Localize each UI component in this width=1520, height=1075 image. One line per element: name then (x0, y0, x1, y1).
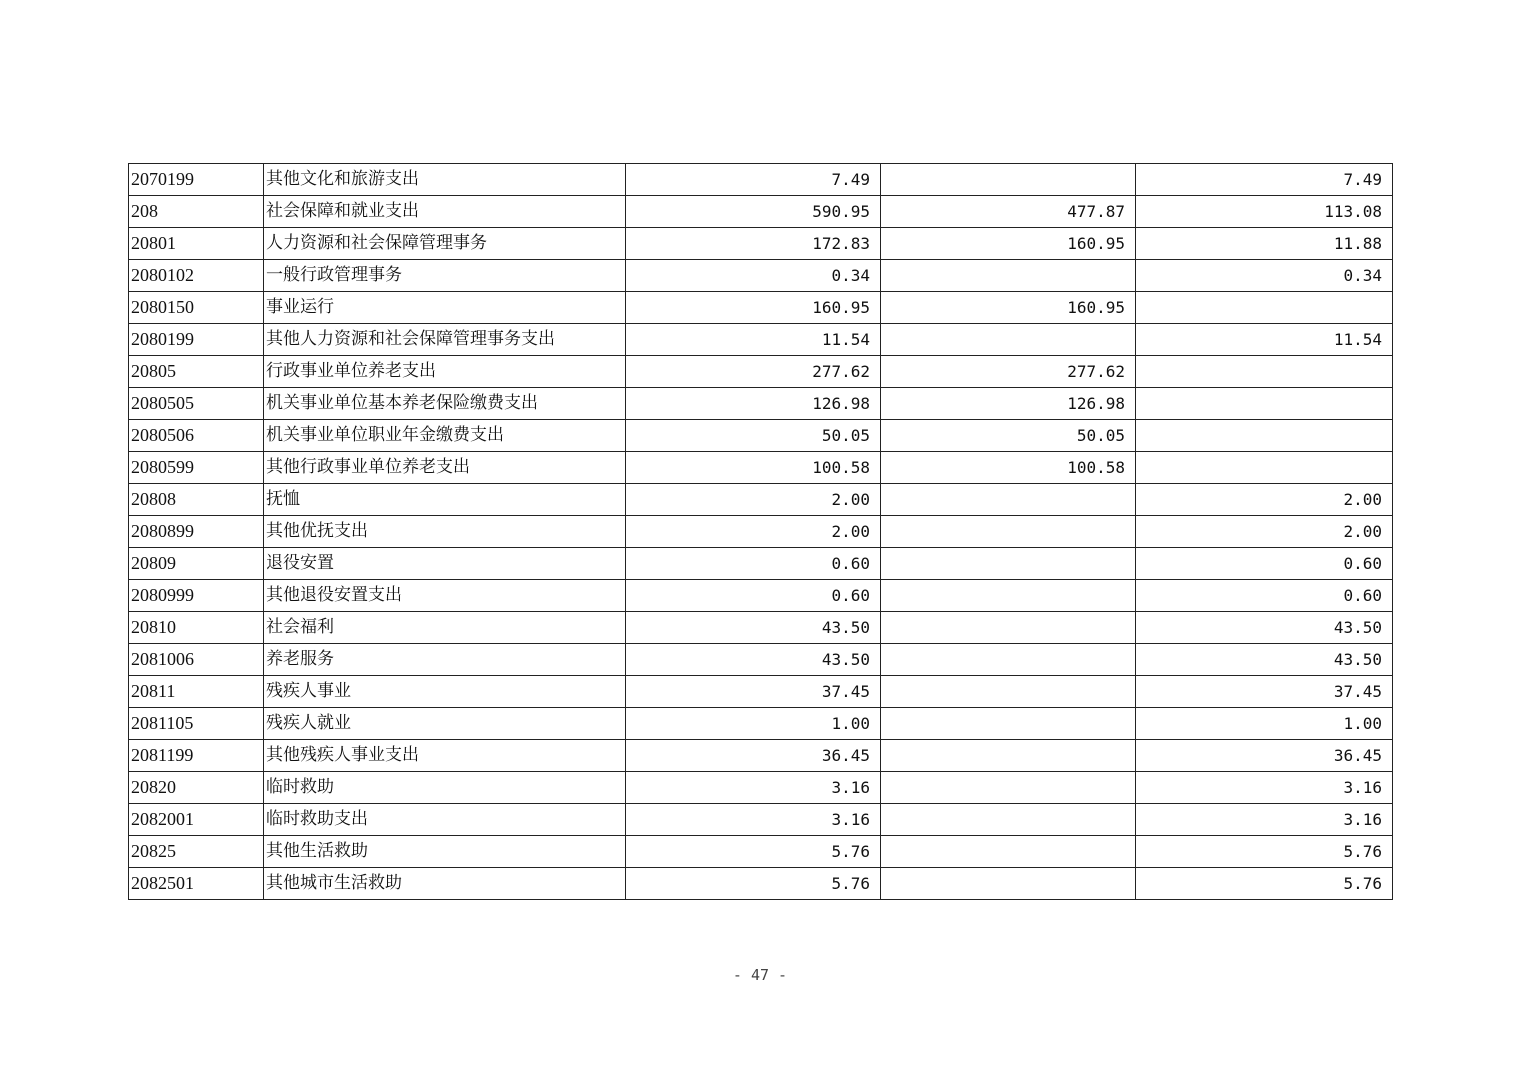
total-amount-cell: 277.62 (626, 356, 881, 388)
subject-code-cell: 2080999 (129, 580, 264, 612)
basic-expenditure-cell (881, 548, 1136, 580)
project-expenditure-cell: 3.16 (1136, 772, 1393, 804)
table-row (129, 260, 1393, 292)
basic-expenditure-cell: 160.95 (881, 228, 1136, 260)
subject-code-cell: 2080506 (129, 420, 264, 452)
subject-name-cell: 养老服务 (264, 644, 626, 676)
basic-expenditure-cell (881, 580, 1136, 612)
table-row (129, 740, 1393, 772)
subject-code-cell: 208 (129, 196, 264, 228)
total-amount-cell: 160.95 (626, 292, 881, 324)
project-expenditure-cell: 1.00 (1136, 708, 1393, 740)
total-amount-cell: 100.58 (626, 452, 881, 484)
subject-name-cell: 其他残疾人事业支出 (264, 740, 626, 772)
subject-code-cell: 2082501 (129, 868, 264, 900)
table-row (129, 356, 1393, 388)
project-expenditure-cell: 11.54 (1136, 324, 1393, 356)
total-amount-cell: 5.76 (626, 868, 881, 900)
project-expenditure-cell (1136, 452, 1393, 484)
table-row (129, 292, 1393, 324)
table-row (129, 772, 1393, 804)
table-row (129, 228, 1393, 260)
subject-name-cell: 人力资源和社会保障管理事务 (264, 228, 626, 260)
basic-expenditure-cell: 126.98 (881, 388, 1136, 420)
project-expenditure-cell: 11.88 (1136, 228, 1393, 260)
subject-code-cell: 20805 (129, 356, 264, 388)
total-amount-cell: 0.34 (626, 260, 881, 292)
basic-expenditure-cell: 477.87 (881, 196, 1136, 228)
total-amount-cell: 7.49 (626, 164, 881, 196)
basic-expenditure-cell (881, 708, 1136, 740)
table-row (129, 324, 1393, 356)
basic-expenditure-cell (881, 260, 1136, 292)
page-number: - 47 - (732, 966, 788, 984)
subject-name-cell: 其他文化和旅游支出 (264, 164, 626, 196)
subject-code-cell: 20808 (129, 484, 264, 516)
subject-name-cell: 其他生活救助 (264, 836, 626, 868)
table-row (129, 420, 1393, 452)
total-amount-cell: 590.95 (626, 196, 881, 228)
subject-name-cell: 其他退役安置支出 (264, 580, 626, 612)
total-amount-cell: 3.16 (626, 804, 881, 836)
project-expenditure-cell: 2.00 (1136, 516, 1393, 548)
subject-code-cell: 20809 (129, 548, 264, 580)
basic-expenditure-cell (881, 644, 1136, 676)
basic-expenditure-cell (881, 740, 1136, 772)
basic-expenditure-cell: 100.58 (881, 452, 1136, 484)
subject-name-cell: 抚恤 (264, 484, 626, 516)
subject-code-cell: 2070199 (129, 164, 264, 196)
total-amount-cell: 126.98 (626, 388, 881, 420)
subject-name-cell: 其他人力资源和社会保障管理事务支出 (264, 324, 626, 356)
subject-name-cell: 机关事业单位职业年金缴费支出 (264, 420, 626, 452)
total-amount-cell: 37.45 (626, 676, 881, 708)
project-expenditure-cell: 5.76 (1136, 868, 1393, 900)
total-amount-cell: 2.00 (626, 516, 881, 548)
subject-code-cell: 2081006 (129, 644, 264, 676)
subject-name-cell: 其他优抚支出 (264, 516, 626, 548)
subject-code-cell: 2080505 (129, 388, 264, 420)
project-expenditure-cell: 36.45 (1136, 740, 1393, 772)
subject-code-cell: 2080199 (129, 324, 264, 356)
basic-expenditure-cell (881, 324, 1136, 356)
basic-expenditure-cell (881, 804, 1136, 836)
table-row (129, 868, 1393, 900)
subject-name-cell: 临时救助 (264, 772, 626, 804)
total-amount-cell: 2.00 (626, 484, 881, 516)
project-expenditure-cell: 0.60 (1136, 548, 1393, 580)
subject-code-cell: 20811 (129, 676, 264, 708)
project-expenditure-cell: 5.76 (1136, 836, 1393, 868)
project-expenditure-cell: 0.34 (1136, 260, 1393, 292)
table-row (129, 388, 1393, 420)
table-row (129, 676, 1393, 708)
subject-name-cell: 社会福利 (264, 612, 626, 644)
basic-expenditure-cell (881, 868, 1136, 900)
table-row (129, 164, 1393, 196)
table-row (129, 516, 1393, 548)
project-expenditure-cell (1136, 388, 1393, 420)
subject-code-cell: 2082001 (129, 804, 264, 836)
subject-name-cell: 残疾人就业 (264, 708, 626, 740)
total-amount-cell: 43.50 (626, 644, 881, 676)
subject-name-cell: 机关事业单位基本养老保险缴费支出 (264, 388, 626, 420)
subject-name-cell: 其他行政事业单位养老支出 (264, 452, 626, 484)
total-amount-cell: 5.76 (626, 836, 881, 868)
subject-code-cell: 2081199 (129, 740, 264, 772)
project-expenditure-cell: 7.49 (1136, 164, 1393, 196)
project-expenditure-cell (1136, 292, 1393, 324)
subject-name-cell: 退役安置 (264, 548, 626, 580)
project-expenditure-cell: 0.60 (1136, 580, 1393, 612)
subject-name-cell: 一般行政管理事务 (264, 260, 626, 292)
subject-code-cell: 2081105 (129, 708, 264, 740)
project-expenditure-cell: 43.50 (1136, 644, 1393, 676)
total-amount-cell: 0.60 (626, 548, 881, 580)
subject-code-cell: 20820 (129, 772, 264, 804)
basic-expenditure-cell (881, 772, 1136, 804)
basic-expenditure-cell (881, 836, 1136, 868)
project-expenditure-cell: 2.00 (1136, 484, 1393, 516)
subject-name-cell: 社会保障和就业支出 (264, 196, 626, 228)
table-row (129, 580, 1393, 612)
basic-expenditure-cell (881, 484, 1136, 516)
subject-code-cell: 2080899 (129, 516, 264, 548)
subject-name-cell: 事业运行 (264, 292, 626, 324)
total-amount-cell: 172.83 (626, 228, 881, 260)
subject-code-cell: 2080150 (129, 292, 264, 324)
subject-name-cell: 残疾人事业 (264, 676, 626, 708)
basic-expenditure-cell (881, 612, 1136, 644)
subject-name-cell: 其他城市生活救助 (264, 868, 626, 900)
project-expenditure-cell: 43.50 (1136, 612, 1393, 644)
table-row (129, 196, 1393, 228)
total-amount-cell: 36.45 (626, 740, 881, 772)
total-amount-cell: 11.54 (626, 324, 881, 356)
total-amount-cell: 43.50 (626, 612, 881, 644)
subject-code-cell: 2080102 (129, 260, 264, 292)
total-amount-cell: 3.16 (626, 772, 881, 804)
table-row (129, 548, 1393, 580)
table-row (129, 804, 1393, 836)
subject-code-cell: 20825 (129, 836, 264, 868)
subject-code-cell: 20801 (129, 228, 264, 260)
table-body (129, 164, 1393, 900)
table-row (129, 644, 1393, 676)
project-expenditure-cell: 113.08 (1136, 196, 1393, 228)
table-row (129, 836, 1393, 868)
subject-code-cell: 20810 (129, 612, 264, 644)
basic-expenditure-cell: 160.95 (881, 292, 1136, 324)
subject-name-cell: 临时救助支出 (264, 804, 626, 836)
subject-code-cell: 2080599 (129, 452, 264, 484)
basic-expenditure-cell (881, 164, 1136, 196)
table-row (129, 484, 1393, 516)
basic-expenditure-cell: 50.05 (881, 420, 1136, 452)
project-expenditure-cell: 3.16 (1136, 804, 1393, 836)
project-expenditure-cell (1136, 420, 1393, 452)
subject-name-cell: 行政事业单位养老支出 (264, 356, 626, 388)
project-expenditure-cell: 37.45 (1136, 676, 1393, 708)
basic-expenditure-cell (881, 516, 1136, 548)
total-amount-cell: 1.00 (626, 708, 881, 740)
table-row (129, 612, 1393, 644)
table-row (129, 452, 1393, 484)
project-expenditure-cell (1136, 356, 1393, 388)
total-amount-cell: 50.05 (626, 420, 881, 452)
total-amount-cell: 0.60 (626, 580, 881, 612)
basic-expenditure-cell: 277.62 (881, 356, 1136, 388)
table-row (129, 708, 1393, 740)
basic-expenditure-cell (881, 676, 1136, 708)
budget-expenditure-table (128, 163, 1393, 900)
